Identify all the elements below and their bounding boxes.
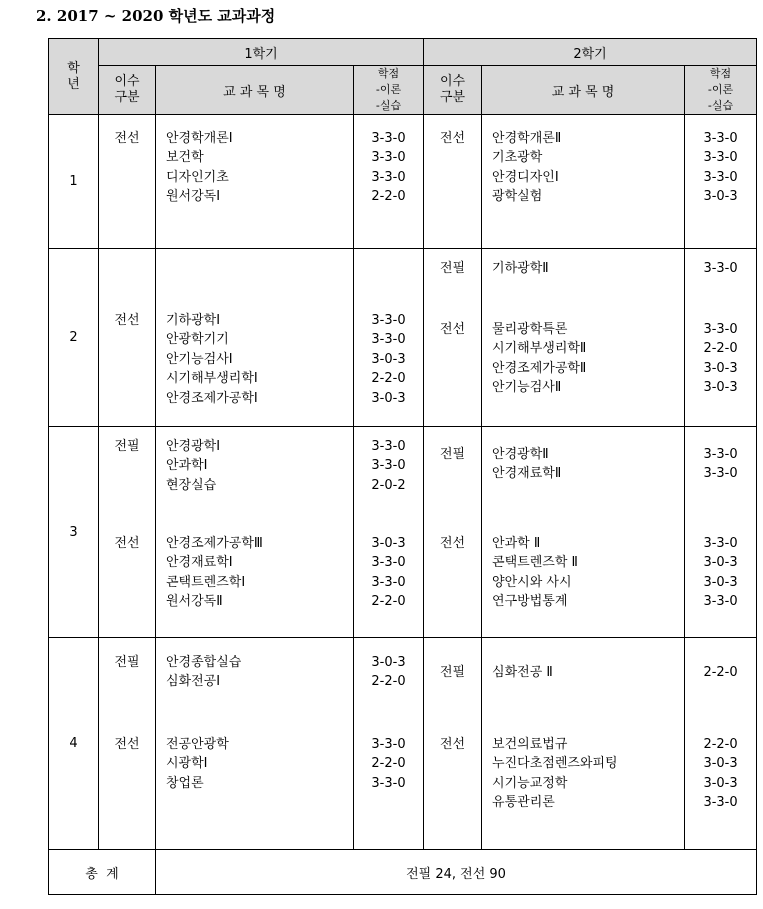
course-credit: 2-2-0 <box>371 189 406 205</box>
course-name: 콘택트렌즈학Ⅰ <box>166 574 246 590</box>
course-credit: 3-3-0 <box>371 313 406 328</box>
total-row <box>49 850 757 895</box>
course-credit: 2-2-0 <box>371 674 406 690</box>
course-name: 안경조제가공학Ⅱ <box>492 360 587 376</box>
course-type-label: 전선 <box>114 536 140 551</box>
sem2-course-credit-cell <box>685 115 757 249</box>
course-credit: 3-0-3 <box>703 360 738 376</box>
course-name: 안경재료학Ⅰ <box>166 555 233 571</box>
total-label: 총 계 <box>49 850 156 895</box>
year-number: 4 <box>49 638 99 850</box>
course-name: 안경광학Ⅱ <box>492 447 549 462</box>
year-header: 학 년 <box>49 39 99 115</box>
course-credit: 3-3-0 <box>371 555 406 571</box>
semester-1-header: 1학기 <box>99 39 424 66</box>
course-name: 안경재료학Ⅱ <box>492 466 562 482</box>
course-name: 시기해부생리학Ⅰ <box>166 371 258 387</box>
course-type-label: 전필 <box>439 261 466 276</box>
course-credit: 3-0-3 <box>371 655 406 670</box>
course-credit: 2-2-0 <box>371 371 406 387</box>
sem1-course-name-cell <box>156 249 354 427</box>
course-type-label: 전선 <box>114 131 140 146</box>
course-credit: 3-3-0 <box>703 131 738 146</box>
course-name: 심화전공Ⅰ <box>166 674 221 690</box>
semester-2-header: 2학기 <box>424 39 757 66</box>
course-name: 광학실험 <box>492 189 543 205</box>
sem2-course-type-cell <box>424 427 482 638</box>
course-credit: 3-3-0 <box>703 447 738 462</box>
sem1-course-credit-cell <box>354 249 424 427</box>
course-type-label: 전필 <box>114 439 140 454</box>
year-number: 1 <box>49 115 99 249</box>
curriculum-table <box>48 38 757 895</box>
course-name: 시광학Ⅰ <box>166 756 208 772</box>
course-credit: 3-0-3 <box>703 555 738 571</box>
course-name: 안경학개론Ⅰ <box>166 131 233 146</box>
course-name: 안광학기기 <box>166 332 229 348</box>
course-credit: 3-3-0 <box>703 536 738 551</box>
sem1-course-type-cell <box>99 115 156 249</box>
course-name: 양안시와 사시 <box>492 574 572 590</box>
course-name: 기초광학 <box>492 150 543 166</box>
course-credit: 3-3-0 <box>371 775 406 791</box>
course-credit: 3-0-3 <box>703 380 738 396</box>
course-name: 안경학개론Ⅱ <box>492 131 562 146</box>
course-credit: 3-3-0 <box>371 169 406 185</box>
course-name: 안경종합실습 <box>166 655 242 670</box>
course-name: 안경디자인Ⅰ <box>492 169 559 185</box>
course-credit: 3-0-3 <box>371 536 406 551</box>
course-credit: 2-2-0 <box>371 756 406 772</box>
course-name: 연구방법통계 <box>492 594 568 610</box>
course-name: 원서강독Ⅰ <box>166 189 221 205</box>
year-row <box>49 427 757 638</box>
header-row-1 <box>49 39 757 66</box>
course-type-label: 전필 <box>439 665 466 680</box>
course-type-label: 전선 <box>439 737 466 752</box>
course-name: 시기해부생리학Ⅱ <box>492 341 587 357</box>
course-credit: 3-3-0 <box>703 795 738 811</box>
course-credit: 3-0-3 <box>703 574 738 590</box>
course-type-label: 전선 <box>439 536 466 551</box>
course-credit: 3-3-0 <box>703 594 738 610</box>
course-credit: 3-3-0 <box>371 574 406 590</box>
course-credit: 3-3-0 <box>371 439 406 454</box>
sem2-course-type-cell <box>424 249 482 427</box>
course-credit: 3-3-0 <box>371 332 406 348</box>
course-name: 현장실습 <box>166 477 217 493</box>
year-row <box>49 638 757 850</box>
course-name: 심화전공 Ⅱ <box>492 665 553 680</box>
year-number: 3 <box>49 427 99 638</box>
course-credit: 3-3-0 <box>371 131 406 146</box>
page-title: 2. 2017 ~ 2020 학년도 교과과정 <box>36 7 276 25</box>
sem2-course-credit-cell <box>685 638 757 850</box>
course-credit: 3-3-0 <box>703 466 738 482</box>
course-credit: 2-2-0 <box>703 665 738 680</box>
course-name: 보건학 <box>166 150 204 166</box>
sem2-course-credit-cell <box>685 249 757 427</box>
course-type-label: 전선 <box>439 322 466 337</box>
course-name: 누진다초점렌즈와피팅 <box>492 756 618 772</box>
sem1-credit-header: 학점 -이론 -실습 <box>354 66 424 115</box>
sem1-course-name-cell <box>156 427 354 638</box>
course-credit: 3-0-3 <box>371 390 406 406</box>
course-name: 안기능검사Ⅱ <box>492 380 562 396</box>
course-name: 안기능검사Ⅰ <box>166 351 233 367</box>
course-type-label: 전선 <box>114 313 140 328</box>
total-value: 전필 24, 전선 90 <box>156 850 757 895</box>
course-credit: 2-2-0 <box>371 594 406 610</box>
header-row-2 <box>49 66 757 115</box>
course-name: 원서강독Ⅱ <box>166 594 223 610</box>
course-credit: 3-3-0 <box>371 458 406 474</box>
course-type-label: 전필 <box>114 655 140 670</box>
sem2-type-header: 이수 구분 <box>424 66 482 115</box>
year-row <box>49 249 757 427</box>
sem1-course-type-cell <box>99 427 156 638</box>
course-name: 기하광학Ⅱ <box>492 261 549 276</box>
year-number: 2 <box>49 249 99 427</box>
sem1-course-credit-cell <box>354 115 424 249</box>
course-credit: 3-0-3 <box>371 351 406 367</box>
year-row <box>49 115 757 249</box>
sem1-name-header: 교 과 목 명 <box>156 66 354 115</box>
sem2-name-header: 교 과 목 명 <box>482 66 685 115</box>
course-name: 디자인기초 <box>166 169 229 185</box>
course-name: 안경조제가공학Ⅰ <box>166 390 258 406</box>
course-credit: 3-3-0 <box>703 322 738 337</box>
sem1-course-name-cell <box>156 115 354 249</box>
sem1-type-header: 이수 구분 <box>99 66 156 115</box>
course-credit: 3-3-0 <box>371 150 406 166</box>
sem1-course-credit-cell <box>354 638 424 850</box>
course-name: 기하광학Ⅰ <box>166 313 221 328</box>
course-type-label: 전선 <box>439 131 466 146</box>
sem2-credit-header: 학점 -이론 -실습 <box>685 66 757 115</box>
course-credit: 3-3-0 <box>703 150 738 166</box>
sem2-course-type-cell <box>424 115 482 249</box>
course-name: 안경광학Ⅰ <box>166 439 221 454</box>
course-type-label: 전필 <box>439 447 466 462</box>
sem1-course-type-cell <box>99 638 156 850</box>
course-type-label: 전선 <box>114 737 140 752</box>
course-credit: 3-0-3 <box>703 756 738 772</box>
sem1-course-type-cell <box>99 249 156 427</box>
course-credit: 3-3-0 <box>371 737 406 752</box>
course-credit: 3-3-0 <box>703 169 738 185</box>
course-credit: 2-0-2 <box>371 477 406 493</box>
course-name: 시기능교정학 <box>492 775 568 791</box>
sem2-course-credit-cell <box>685 427 757 638</box>
course-credit: 3-3-0 <box>703 261 738 276</box>
course-name: 안경조제가공학Ⅲ <box>166 536 263 551</box>
sem1-course-credit-cell <box>354 427 424 638</box>
sem2-course-name-cell <box>482 638 685 850</box>
course-name: 유통관리론 <box>492 795 555 811</box>
sem2-course-name-cell <box>482 249 685 427</box>
course-name: 물리광학특론 <box>492 322 568 337</box>
sem2-course-name-cell <box>482 427 685 638</box>
sem2-course-type-cell <box>424 638 482 850</box>
course-credit: 2-2-0 <box>703 737 738 752</box>
course-credit: 2-2-0 <box>703 341 738 357</box>
course-name: 창업론 <box>166 775 204 791</box>
course-name: 전공안광학 <box>166 737 229 752</box>
course-name: 콘택트렌즈학 Ⅱ <box>492 555 578 571</box>
course-name: 안과학Ⅰ <box>166 458 208 474</box>
sem1-course-name-cell <box>156 638 354 850</box>
course-name: 안과학 Ⅱ <box>492 536 541 551</box>
sem2-course-name-cell <box>482 115 685 249</box>
course-credit: 3-0-3 <box>703 775 738 791</box>
course-credit: 3-0-3 <box>703 189 738 205</box>
course-name: 보건의료법규 <box>492 737 568 752</box>
